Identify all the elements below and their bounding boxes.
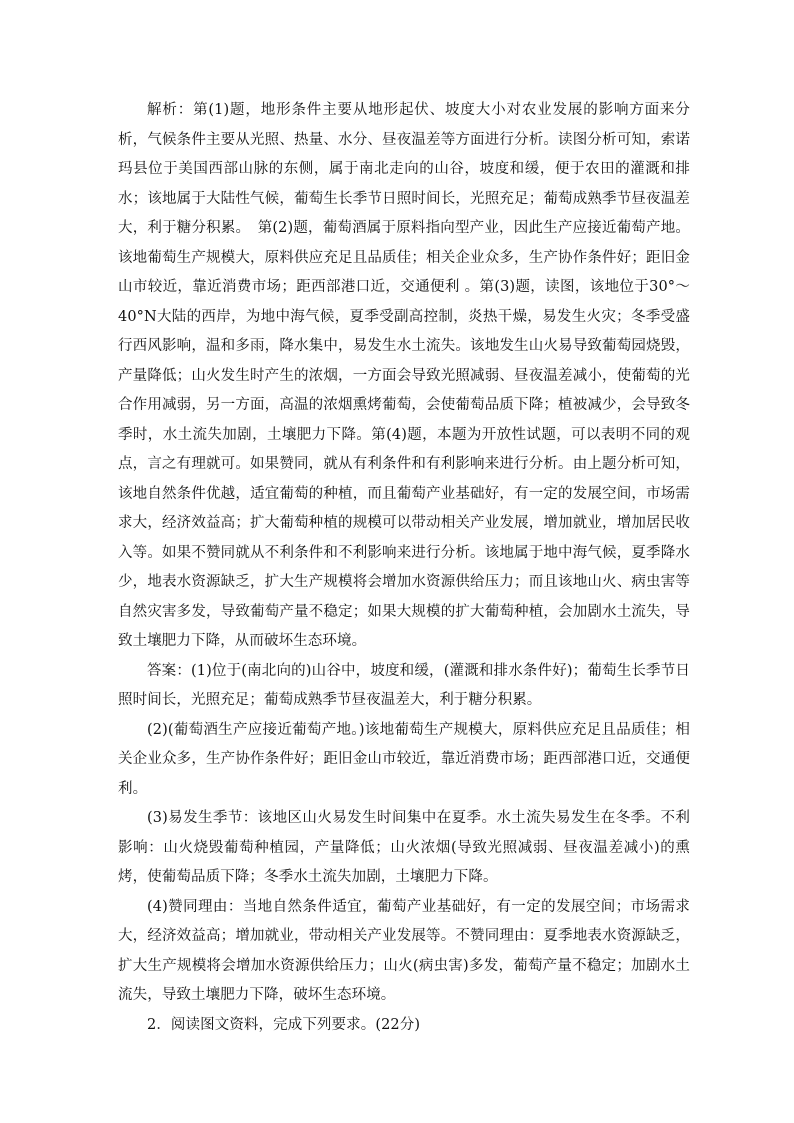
answer-2: (2)(葡萄酒生产应接近葡萄产地。)该地葡萄生产规模大，原料供应充足且品质佳；相关企业众多，生产协作条件好；距旧金山市较近，靠近消费市场；距西部港口近，交通便利。 <box>118 721 690 797</box>
answer-1: 答案：(1)位于(南北向的)山谷中，坡度和缓，(灌溉和排水条件好)；葡萄生长季节日照时间长，光照充足；葡萄成熟季节昼夜温差大，利于糖分积累。 <box>118 662 690 708</box>
answer-3: (3)易发生季节：该地区山火易发生时间集中在夏季。水土流失易发生在冬季。不利影响：山火烧毁葡萄种植园，产量降低；山火浓烟(导致光照减弱、昼夜温差减小)的熏烤，使葡萄品质下降；冬季水土流失加剧，土壤肥力下降。 <box>118 810 690 885</box>
analysis-paragraph: 解析：第(1)题，地形条件主要从地形起伏、坡度大小对农业发展的影响方面来分析，气候条件主要从光照、热量、水分、昼夜温差等方面进行分析。读图分析可知，索诺玛县位于美国西部山脉的东侧，属于南北走向的山谷，坡度和缓，便于农田的灌溉和排水；该地属于大陆性气候，葡萄生长季节日照时间长，光照充足；葡萄成熟季节昼夜温差大，利于糖分积累。 第(2)题，葡萄酒属于原料指向型产业，因此生产应接近葡萄产地。该地葡萄生产规模大，原料供应充足且品质佳；相关企业众多，生产协作条件好；距旧金山市较近，靠近消费市场；距西部港口近，交通便利 。第(3)题，读图，该地位于30°～40°N大陆的西岸，为地中海气候，夏季受副高控制，炎热干燥，易发生火灾；冬季受盛行西风影响，温和多雨，降水集中，易发生水土流失。该地发生山火易导致葡萄园烧毁，产量降低；山火发生时产生的浓烟，一方面会导致光照减弱、昼夜温差减小，使葡萄的光合作用减弱，另一方面，高温的浓烟熏烤葡萄，会使葡萄品质下降；植被减少，会导致冬季时，水土流失加剧，土壤肥力下降。第(4)题，本题为开放性试题，可以表明不同的观点，言之有理就可。如果赞同，就从有利条件和有利影响来进行分析。由上题分析可知，该地自然条件优越，适宜葡萄的种植，而且葡萄产业基础好，有一定的发展空间，市场需求大，经济效益高；扩大葡萄种植的规模可以带动相关产业发展，增加就业，增加居民收入等。如果不赞同就从不利条件和不利影响来进行分析。该地属于地中海气候，夏季降水少，地表水资源缺乏，扩大生产规模将会增加水资源供给压力；而且该地山火、病虫害等自然灾害多发，导致葡萄产量不稳定；如果大规模的扩大葡萄种植，会加剧水土流失，导致土壤肥力下降，从而破坏生态环境。 <box>118 102 690 649</box>
question-2-prompt: 2．阅读图文资料，完成下列要求。(22分) <box>147 1016 421 1033</box>
document-page <box>118 96 690 1040</box>
answer-section <box>118 657 690 1011</box>
answer-4: (4)赞同理由：当地自然条件适宜，葡萄产业基础好，有一定的发展空间；市场需求大，经济效益高；增加就业，带动相关产业发展等。不赞同理由：夏季地表水资源缺乏，扩大生产规模将会增加水资源供给压力；山火(病虫害)多发，葡萄产量不稳定；加剧水土流失，导致土壤肥力下降，破坏生态环境。 <box>118 898 690 1003</box>
